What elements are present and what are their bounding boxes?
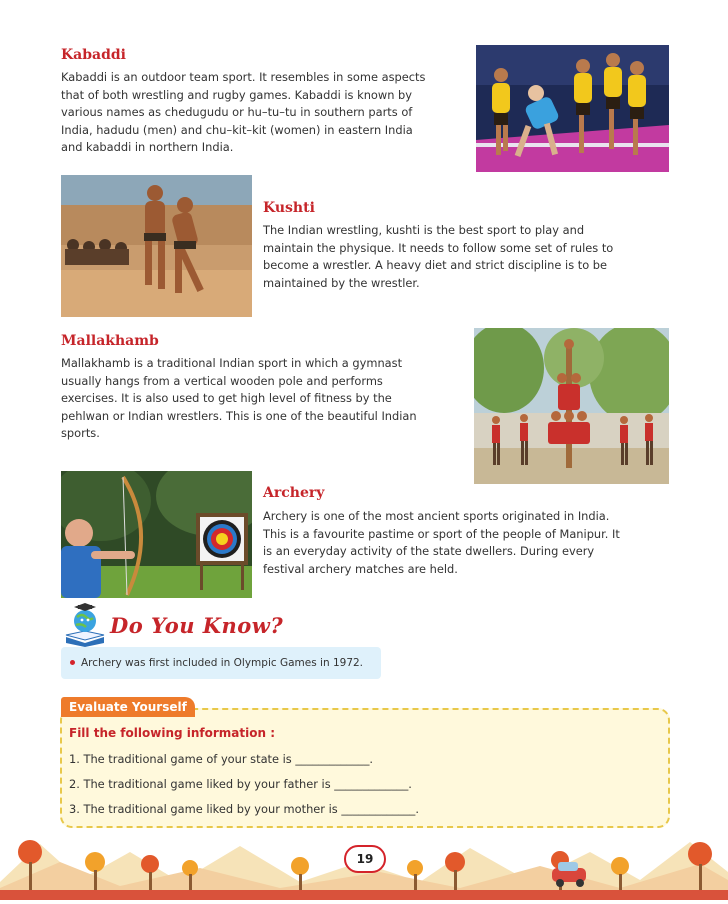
evaluate-item: 3. The traditional game liked by your mother is _____________. bbox=[69, 802, 419, 816]
evaluate-item: 1. The traditional game of your state is _____________. bbox=[69, 752, 374, 766]
evaluate-tag: Evaluate Yourself bbox=[61, 697, 195, 717]
text-line: Mallakhamb is a traditional Indian sport in which a gymnast bbox=[61, 356, 403, 370]
text-line: This is a favourite pastime or sport of the people of Manipur. It bbox=[263, 526, 620, 541]
bullet-dot bbox=[70, 660, 75, 665]
text-line: Kabaddi is an outdoor team sport. It resembles in some aspects bbox=[61, 70, 426, 84]
did-you-know-fact: Archery was first included in Olympic Games in 1972. bbox=[81, 657, 364, 669]
archery-paragraph bbox=[263, 508, 667, 578]
kushti-photo bbox=[61, 175, 252, 317]
mallakhamb-heading: Mallakhamb bbox=[61, 333, 159, 349]
text-line: The Indian wrestling, kushti is the best sport to play and bbox=[263, 223, 585, 237]
mallakhamb-paragraph bbox=[61, 355, 465, 443]
text-line: exercises. It is also used to get high level of fitness by the bbox=[61, 391, 392, 405]
text-line: is an everyday activity of the state dwellers. During every bbox=[263, 544, 595, 558]
did-you-know-title: Do You Know? bbox=[110, 613, 284, 638]
evaluate-title: Fill the following information : bbox=[69, 726, 276, 740]
text-line: festival archery matches are held. bbox=[263, 561, 458, 576]
text-line: sports. bbox=[61, 426, 100, 440]
kabaddi-paragraph bbox=[61, 69, 465, 157]
kabaddi-heading: Kabaddi bbox=[61, 47, 126, 63]
archery-heading: Archery bbox=[263, 485, 325, 501]
book-globe-mascot-icon bbox=[62, 603, 108, 647]
text-line: and kabaddi in northern India. bbox=[61, 140, 234, 154]
kushti-heading: Kushti bbox=[263, 200, 315, 216]
mallakhamb-photo bbox=[474, 328, 669, 484]
text-line: maintain the physique. It needs to follow some set of rules to bbox=[263, 240, 614, 255]
text-line: usually hangs from a vertical wooden pole and performs bbox=[61, 373, 383, 388]
page-number: 19 bbox=[344, 845, 386, 873]
text-line: become a wrestler. A heavy diet and strict discipline is to be bbox=[263, 258, 608, 272]
kabaddi-photo bbox=[476, 45, 669, 172]
text-line: various names as chedugudu or hu–tu–tu in southern parts of bbox=[61, 105, 413, 119]
archery-photo bbox=[61, 471, 252, 598]
text-line: India, hadudu (men) and chu–kit–kit (women) in eastern India bbox=[61, 122, 413, 137]
evaluate-item: 2. The traditional game liked by your father is _____________. bbox=[69, 777, 412, 791]
did-you-know-box bbox=[61, 647, 381, 679]
text-line: that of both wrestling and rugby games. Kabaddi is known by bbox=[61, 87, 413, 102]
text-line: Archery is one of the most ancient sports originated in India. bbox=[263, 509, 610, 523]
text-line: pehlwan or Indian wrestlers. This is one of the beautiful Indian bbox=[61, 408, 417, 423]
kushti-paragraph bbox=[263, 222, 667, 292]
text-line: maintained by the wrestler. bbox=[263, 275, 420, 290]
